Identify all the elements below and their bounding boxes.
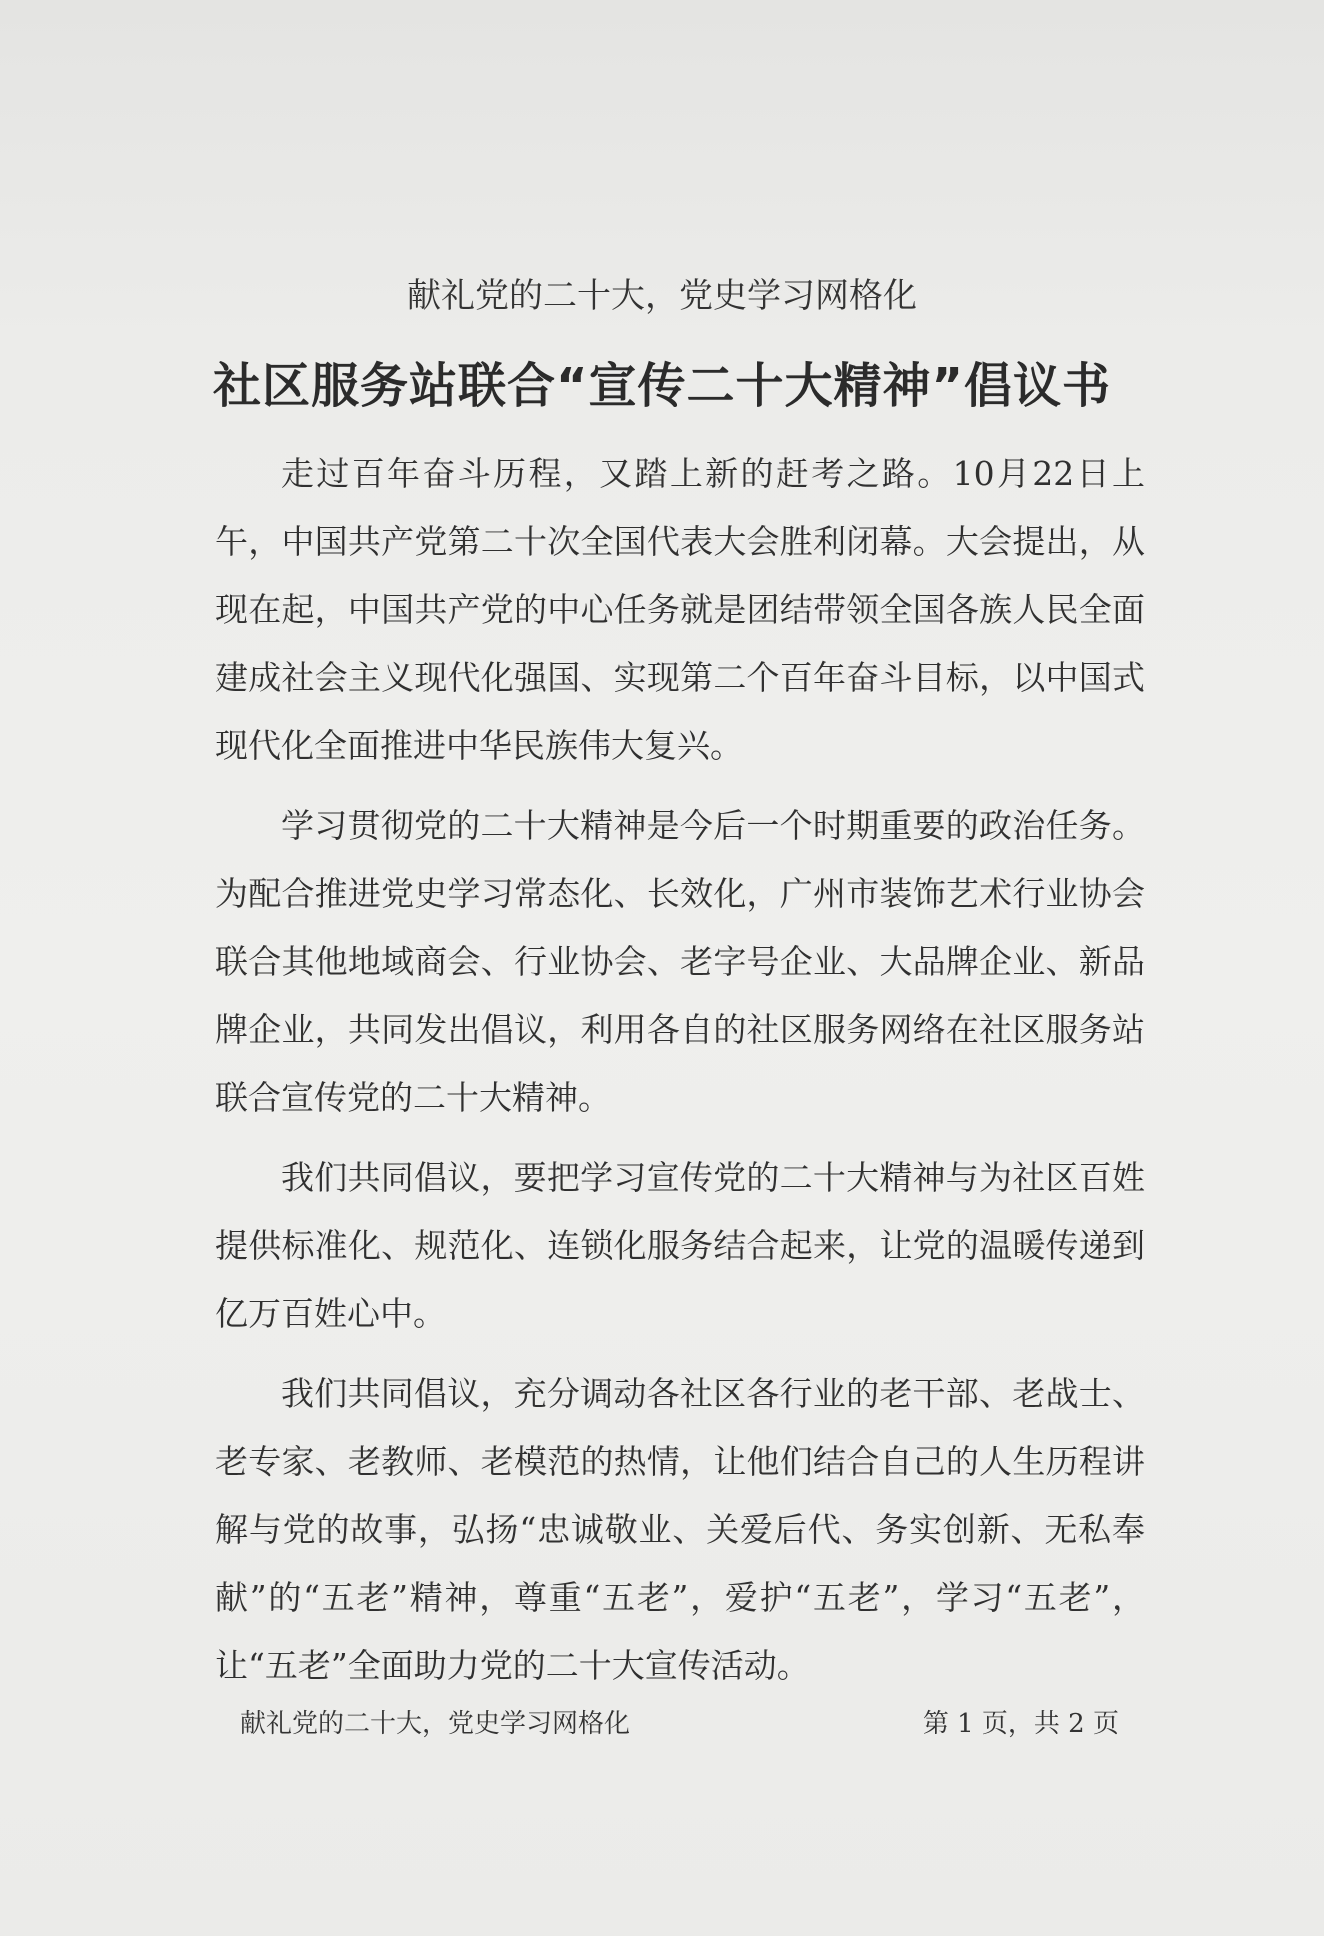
paragraph-1: 走过百年奋斗历程，又踏上新的赶考之路。10月22日上午，中国共产党第二十次全国代表大会胜利闭幕。大会提出，从现在起，中国共产党的中心任务就是团结带领全国各族人民全面建成社会主义现代化强国、实现第二个百年奋斗目标，以中国式现代化全面推进中华民族伟大复兴。 [215, 454, 1145, 765]
document-title: 社区服务站联合“宣传二十大精神”倡议书 [212, 358, 1112, 414]
document-subtitle: 献礼党的二十大，党史学习网格化 [407, 276, 917, 316]
footer-title: 献礼党的二十大，党史学习网格化 [240, 1709, 631, 1739]
paragraph-4: 我们共同倡议，充分调动各社区各行业的老干部、老战士、老专家、老教师、老模范的热情，让他们结合自己的人生历程讲解与党的故事，弘扬“忠诚敬业、关爱后代、务实创新、无私奉献”的“五老”精神，尊重“五老”，爱护“五老”，学习“五老”，让“五老”全面助力党的二十大宣传活动。 [215, 1374, 1145, 1685]
paragraph-3: 我们共同倡议，要把学习宣传党的二十大精神与为社区百姓提供标准化、规范化、连锁化服务结合起来，让党的温暖传递到亿万百姓心中。 [215, 1158, 1145, 1333]
page-number: 第 1 页，共 2 页 [922, 1709, 1119, 1739]
paragraph-2: 学习贯彻党的二十大精神是今后一个时期重要的政治任务。为配合推进党史学习常态化、长效化，广州市装饰艺术行业协会联合其他地域商会、行业协会、老字号企业、大品牌企业、新品牌企业，共同发出倡议，利用各自的社区服务网络在社区服务站联合宣传党的二十大精神。 [215, 806, 1145, 1117]
document-body [215, 440, 1145, 1712]
